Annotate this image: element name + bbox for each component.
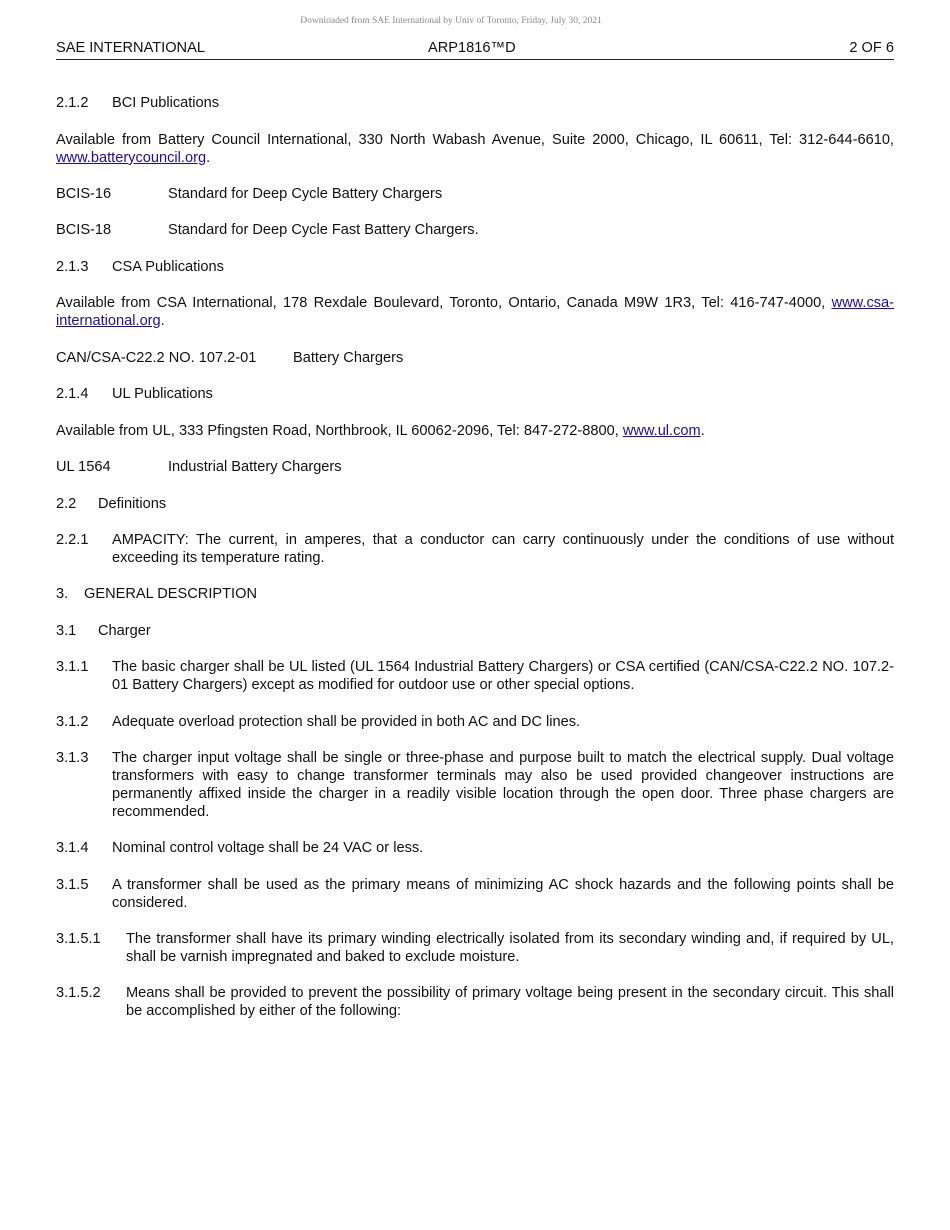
section-text: The basic charger shall be UL listed (UL 1564 Industrial Battery Chargers) or CSA certified (CAN/CSA-C22.2 NO. 107.2-01 Battery Chargers) except as modified for outdoor use or other special options.: [112, 659, 894, 693]
section-number: 2.1.3: [56, 259, 89, 275]
section-number: 3.1.1: [56, 659, 89, 675]
section-text: Means shall be provided to prevent the possibility of primary voltage being present in the secondary circuit. This shall be accomplished by either of the following:: [126, 985, 894, 1019]
reference-title: Standard for Deep Cycle Fast Battery Chargers.: [168, 222, 479, 238]
section-number: 3.1.4: [56, 840, 89, 856]
availability-text: Available from CSA International, 178 Rexdale Boulevard, Toronto, Ontario, Canada M9W 1R3, Tel: 416-747-4000,: [56, 295, 826, 311]
section-number: 3.1.3: [56, 750, 89, 766]
section-text: The transformer shall have its primary winding electrically isolated from its secondary winding and, if required by UL, shall be varnish impregnated and baked to exclude moisture.: [126, 931, 894, 965]
page-header: [56, 39, 894, 60]
download-notice: Downloaded from SAE International by Univ of Toronto, Friday, July 30, 2021: [300, 16, 602, 26]
section-title: GENERAL DESCRIPTION: [84, 586, 257, 602]
period: .: [160, 313, 165, 329]
section-3-1-5-1: [56, 930, 894, 966]
bci-website-link[interactable]: www.batterycouncil.org: [56, 150, 207, 166]
csa-availability-paragraph: [56, 294, 894, 330]
section-number: 2.1.2: [56, 95, 89, 111]
csa-website-link[interactable]: www.csa-international.org: [56, 295, 895, 329]
section-2-2-1: [56, 531, 894, 567]
header-organization: SAE INTERNATIONAL: [56, 40, 205, 56]
section-3-1-3: [56, 749, 894, 821]
section-text: The charger input voltage shall be single or three-phase and purpose built to match the electrical supply. Dual voltage transformers with easy to change transformer terminals may also be used provided changeover instructions are permanently affixed inside the charger in a readily visible location through the open door. Three phase chargers are recommended.: [112, 750, 894, 820]
section-number: 2.2: [56, 496, 77, 512]
section-3-1-1: [56, 658, 894, 694]
ul-availability-paragraph: [56, 422, 894, 440]
period: .: [700, 423, 705, 439]
section-number: 3.: [56, 586, 69, 602]
period: .: [206, 150, 211, 166]
reference-title: Battery Chargers: [293, 350, 404, 366]
section-number: 3.1.5: [56, 877, 89, 893]
section-title: CSA Publications: [112, 259, 224, 275]
header-page-number: 2 OF 6: [849, 40, 894, 56]
section-number: 2.1.4: [56, 386, 89, 402]
reference-id: CAN/CSA-C22.2 NO. 107.2-01: [56, 350, 257, 366]
header-document-id: ARP1816™D: [428, 40, 516, 56]
reference-id: UL 1564: [56, 459, 111, 475]
reference-id: BCIS-18: [56, 222, 112, 238]
section-title: UL Publications: [112, 386, 213, 402]
section-number: 3.1: [56, 623, 77, 639]
reference-id: BCIS-16: [56, 186, 112, 202]
section-text: Nominal control voltage shall be 24 VAC or less.: [112, 840, 424, 856]
section-number: 3.1.5.2: [56, 985, 101, 1001]
availability-text: Available from UL, 333 Pfingsten Road, Northbrook, IL 60062-2096, Tel: 847-272-8800,: [56, 423, 619, 439]
section-title: Charger: [98, 623, 151, 639]
ul-website-link[interactable]: www.ul.com: [622, 423, 701, 439]
section-number: 2.2.1: [56, 532, 89, 548]
section-3-1-5: [56, 876, 894, 912]
section-title: Definitions: [98, 496, 167, 512]
section-number: 3.1.2: [56, 714, 89, 730]
bci-availability-paragraph: [56, 131, 894, 167]
reference-title: Industrial Battery Chargers: [168, 459, 342, 475]
section-text: Adequate overload protection shall be provided in both AC and DC lines.: [112, 714, 581, 730]
section-title: BCI Publications: [112, 95, 220, 111]
section-3-1-5-2: [56, 984, 894, 1020]
availability-text: Available from Battery Council International, 330 North Wabash Avenue, Suite 2000, Chicago, IL 60611, Tel: 312-644-6610,: [56, 132, 894, 148]
reference-title: Standard for Deep Cycle Battery Chargers: [168, 186, 443, 202]
section-text: AMPACITY: The current, in amperes, that a conductor can carry continuously under the conditions of use without exceeding its temperature rating.: [112, 532, 894, 566]
section-number: 3.1.5.1: [56, 931, 101, 947]
section-text: A transformer shall be used as the primary means of minimizing AC shock hazards and the following points shall be considered.: [112, 877, 894, 911]
